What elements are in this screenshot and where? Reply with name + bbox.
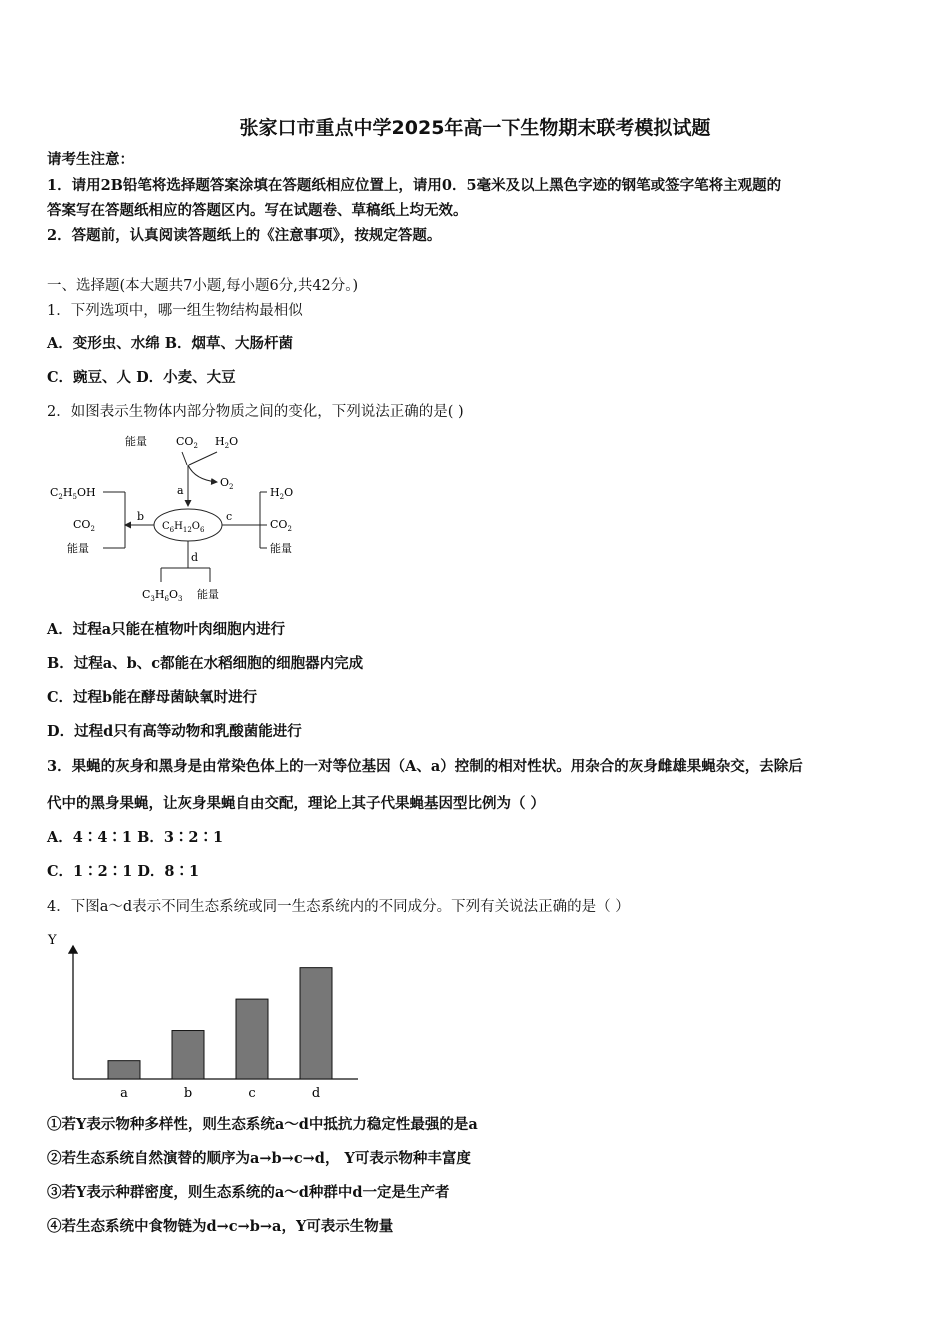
section-heading: 一、选择题(本大题共7小题,每小题6分,共42分。) [47, 278, 359, 294]
process-d-label: d [191, 551, 199, 564]
x-tick-label-b: b [183, 1086, 193, 1101]
process-b-label: b [137, 510, 145, 523]
question-1-options-ab: A．变形虫、水绵 B．烟草、大肠杆菌 [47, 335, 294, 352]
question-4-statement-4: ④若生态系统中食物链为d→c→b→a，Y可表示生物量 [47, 1218, 394, 1235]
question-3-options-cd: C．1∶2∶1 D．8∶1 [47, 863, 200, 880]
y-axis-label: Y [48, 933, 57, 948]
bar-b [172, 1031, 204, 1079]
process-a-label: a [177, 484, 184, 497]
bar-chart [42, 928, 372, 1103]
question-3-stem-line-2: 代中的黑身果蝇，让灰身果蝇自由交配，理论上其子代果蝇基因型比例为（ ） [47, 795, 546, 812]
metabolism-diagram [45, 430, 310, 610]
question-2-stem: 2．如图表示生物体内部分物质之间的变化，下列说法正确的是( ) [47, 404, 464, 420]
x-tick-label-d: d [311, 1086, 321, 1101]
question-4-statement-3: ③若Y表示种群密度，则生态系统的a～d种群中d一定是生产者 [47, 1184, 450, 1201]
co2-label-right: $CO_2$ [270, 518, 292, 533]
co2-label-top: $CO_2$ [176, 435, 198, 450]
bar-a [108, 1061, 140, 1079]
energy-label-bottom: 能量 [197, 588, 219, 601]
bar-c [236, 999, 268, 1079]
question-4-statement-1: ①若Y表示物种多样性，则生态系统a～d中抵抗力稳定性最强的是a [47, 1116, 478, 1133]
h2o-label-top: $H_2O$ [215, 435, 239, 450]
question-4-stem: 4．下图a～d表示不同生态系统或同一生态系统内的不同成分。下列有关说法正确的是（ ） [47, 899, 630, 915]
o2-label: $O_2$ [220, 476, 234, 491]
question-2-option-d: D．过程d只有高等动物和乳酸菌能进行 [47, 723, 302, 740]
co2-label-left: $CO_2$ [73, 518, 95, 533]
page-title: 张家口市重点中学2025年高一下生物期末联考模拟试题 [239, 117, 711, 139]
x-tick-label-a: a [120, 1086, 128, 1101]
energy-label-top: 能量 [125, 435, 147, 448]
lactic-acid-label: $C_3H_6O_3$ [142, 588, 183, 603]
x-tick-label-c: c [248, 1086, 256, 1101]
glucose-label: $C_6H_{12}O_6$ [162, 521, 205, 534]
notice-item-2: 2．答题前，认真阅读答题纸上的《注意事项》，按规定答题。 [47, 227, 442, 244]
question-1-options-cd: C．豌豆、人 D．小麦、大豆 [47, 369, 236, 386]
energy-label-right: 能量 [270, 542, 292, 555]
question-2-option-b: B．过程a、b、c都能在水稻细胞的细胞器内完成 [47, 655, 364, 672]
bar-d [300, 968, 332, 1079]
question-3-options-ab: A．4∶4∶1 B．3∶2∶1 [47, 829, 224, 846]
energy-label-left: 能量 [67, 542, 89, 555]
question-4-statement-2: ②若生态系统自然演替的顺序为a→b→c→d， Y可表示物种丰富度 [47, 1150, 471, 1167]
h2o-label-right: $H_2O$ [270, 486, 294, 501]
notice-item-1-line-1: 1．请用2B铅笔将选择题答案涂填在答题纸相应位置上，请用0．5毫米及以上黑色字迹的钢笔或签字笔将主观题的 [47, 177, 782, 194]
notice-item-1-line-2: 答案写在答题纸相应的答题区内。写在试题卷、草稿纸上均无效。 [47, 202, 468, 219]
ethanol-label: $C_2H_5OH$ [50, 486, 96, 501]
process-c-label: c [226, 510, 233, 523]
question-3-stem-line-1: 3．果蝇的灰身和黑身是由常染色体上的一对等位基因（A、a）控制的相对性状。用杂合的灰身雌雄果蝇杂交，去除后 [47, 758, 803, 775]
question-2-option-a: A．过程a只能在植物叶肉细胞内进行 [47, 621, 286, 638]
question-2-option-c: C．过程b能在酵母菌缺氧时进行 [47, 689, 258, 706]
question-1-stem: 1．下列选项中，哪一组生物结构最相似 [47, 303, 303, 319]
notice-heading: 请考生注意： [47, 151, 134, 168]
